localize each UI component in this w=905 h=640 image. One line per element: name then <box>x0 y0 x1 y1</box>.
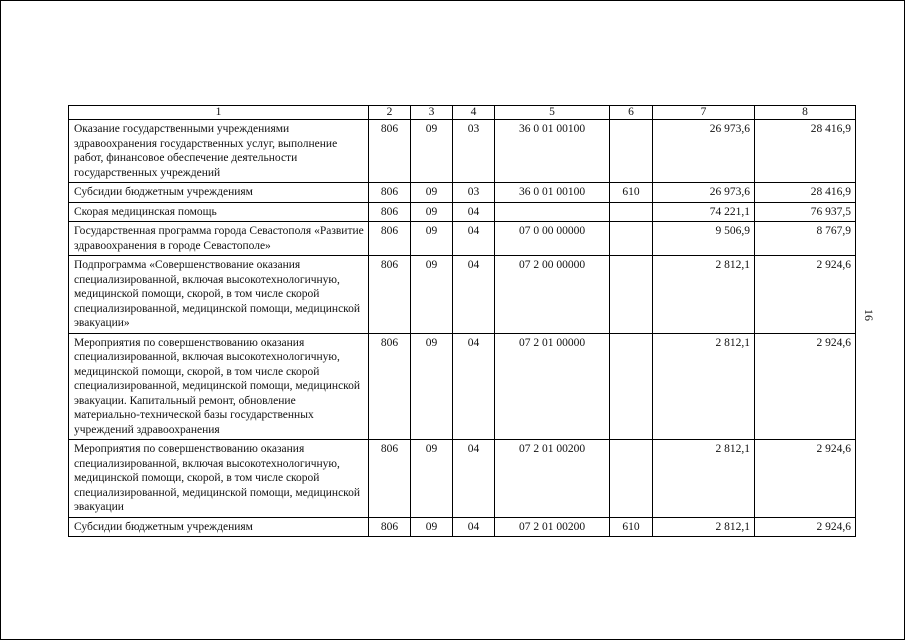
target-article-code: 36 0 01 00100 <box>495 183 610 203</box>
subsection-code: 04 <box>453 440 495 518</box>
page-number: 16 <box>862 309 876 321</box>
amount-col7: 26 973,6 <box>653 120 755 183</box>
table-row <box>69 333 856 440</box>
table-row <box>69 222 856 256</box>
amount-col8: 2 924,6 <box>755 256 856 334</box>
section-code: 09 <box>411 333 453 440</box>
amount-col7: 2 812,1 <box>653 440 755 518</box>
amount-col8: 28 416,9 <box>755 120 856 183</box>
ministry-code: 806 <box>369 440 411 518</box>
column-header-5: 5 <box>495 106 610 120</box>
subsection-code: 04 <box>453 202 495 222</box>
section-code: 09 <box>411 120 453 183</box>
row-name: Субсидии бюджетным учреждениям <box>69 183 369 203</box>
column-header-4: 4 <box>453 106 495 120</box>
column-header-7: 7 <box>653 106 755 120</box>
ministry-code: 806 <box>369 256 411 334</box>
subsection-code: 03 <box>453 183 495 203</box>
row-name: Субсидии бюджетным учреждениям <box>69 517 369 537</box>
row-name: Мероприятия по совершенствованию оказания специализированной, включая высокотехнологичную, медицинской помощи, скорой, в том числе скорой специализированной, медицинской помощи, медицинской эвакуации <box>69 440 369 518</box>
target-article-code: 36 0 01 00100 <box>495 120 610 183</box>
target-article-code: 07 2 01 00200 <box>495 517 610 537</box>
expense-type-code <box>610 120 653 183</box>
table-row <box>69 517 856 537</box>
amount-col7: 9 506,9 <box>653 222 755 256</box>
amount-col7: 2 812,1 <box>653 333 755 440</box>
expense-type-code <box>610 440 653 518</box>
table-row <box>69 183 856 203</box>
target-article-code: 07 0 00 00000 <box>495 222 610 256</box>
section-code: 09 <box>411 256 453 334</box>
section-code: 09 <box>411 222 453 256</box>
row-name: Оказание государственными учреждениями здравоохранения государственных услуг, выполнение работ, финансовое обеспечение деятельности государственных учреждений <box>69 120 369 183</box>
table-row <box>69 256 856 334</box>
table-header-row <box>69 106 856 120</box>
column-header-3: 3 <box>411 106 453 120</box>
row-name: Мероприятия по совершенствованию оказания специализированной, включая высокотехнологичную, медицинской помощи, скорой, в том числе скорой специализированной, медицинской помощи, медицинской эвакуации. Капитальный ремонт, обновление материально-технической базы государственных учреждений здравоохранения <box>69 333 369 440</box>
section-code: 09 <box>411 517 453 537</box>
row-name: Скорая медицинская помощь <box>69 202 369 222</box>
table-row <box>69 202 856 222</box>
budget-table <box>68 105 856 537</box>
target-article-code: 07 2 00 00000 <box>495 256 610 334</box>
row-name: Подпрограмма «Совершенствование оказания специализированной, включая высокотехнологичную, медицинской помощи, скорой, в том числе скорой специализированной, медицинской помощи, медицинской эвакуации» <box>69 256 369 334</box>
row-name: Государственная программа города Севастополя «Развитие здравоохранения в городе Севастополе» <box>69 222 369 256</box>
ministry-code: 806 <box>369 120 411 183</box>
target-article-code <box>495 202 610 222</box>
ministry-code: 806 <box>369 222 411 256</box>
target-article-code: 07 2 01 00200 <box>495 440 610 518</box>
ministry-code: 806 <box>369 183 411 203</box>
expense-type-code <box>610 202 653 222</box>
subsection-code: 04 <box>453 517 495 537</box>
section-code: 09 <box>411 202 453 222</box>
column-header-6: 6 <box>610 106 653 120</box>
amount-col7: 74 221,1 <box>653 202 755 222</box>
expense-type-code <box>610 222 653 256</box>
ministry-code: 806 <box>369 333 411 440</box>
subsection-code: 04 <box>453 222 495 256</box>
amount-col8: 2 924,6 <box>755 333 856 440</box>
expense-type-code: 610 <box>610 517 653 537</box>
amount-col7: 2 812,1 <box>653 517 755 537</box>
column-header-8: 8 <box>755 106 856 120</box>
amount-col8: 28 416,9 <box>755 183 856 203</box>
amount-col8: 8 767,9 <box>755 222 856 256</box>
section-code: 09 <box>411 440 453 518</box>
expense-type-code <box>610 256 653 334</box>
section-code: 09 <box>411 183 453 203</box>
column-header-1: 1 <box>69 106 369 120</box>
amount-col8: 76 937,5 <box>755 202 856 222</box>
expense-type-code: 610 <box>610 183 653 203</box>
amount-col8: 2 924,6 <box>755 517 856 537</box>
amount-col7: 2 812,1 <box>653 256 755 334</box>
subsection-code: 03 <box>453 120 495 183</box>
ministry-code: 806 <box>369 202 411 222</box>
table-row <box>69 440 856 518</box>
ministry-code: 806 <box>369 517 411 537</box>
target-article-code: 07 2 01 00000 <box>495 333 610 440</box>
column-header-2: 2 <box>369 106 411 120</box>
expense-type-code <box>610 333 653 440</box>
table-row <box>69 120 856 183</box>
amount-col7: 26 973,6 <box>653 183 755 203</box>
subsection-code: 04 <box>453 256 495 334</box>
subsection-code: 04 <box>453 333 495 440</box>
amount-col8: 2 924,6 <box>755 440 856 518</box>
